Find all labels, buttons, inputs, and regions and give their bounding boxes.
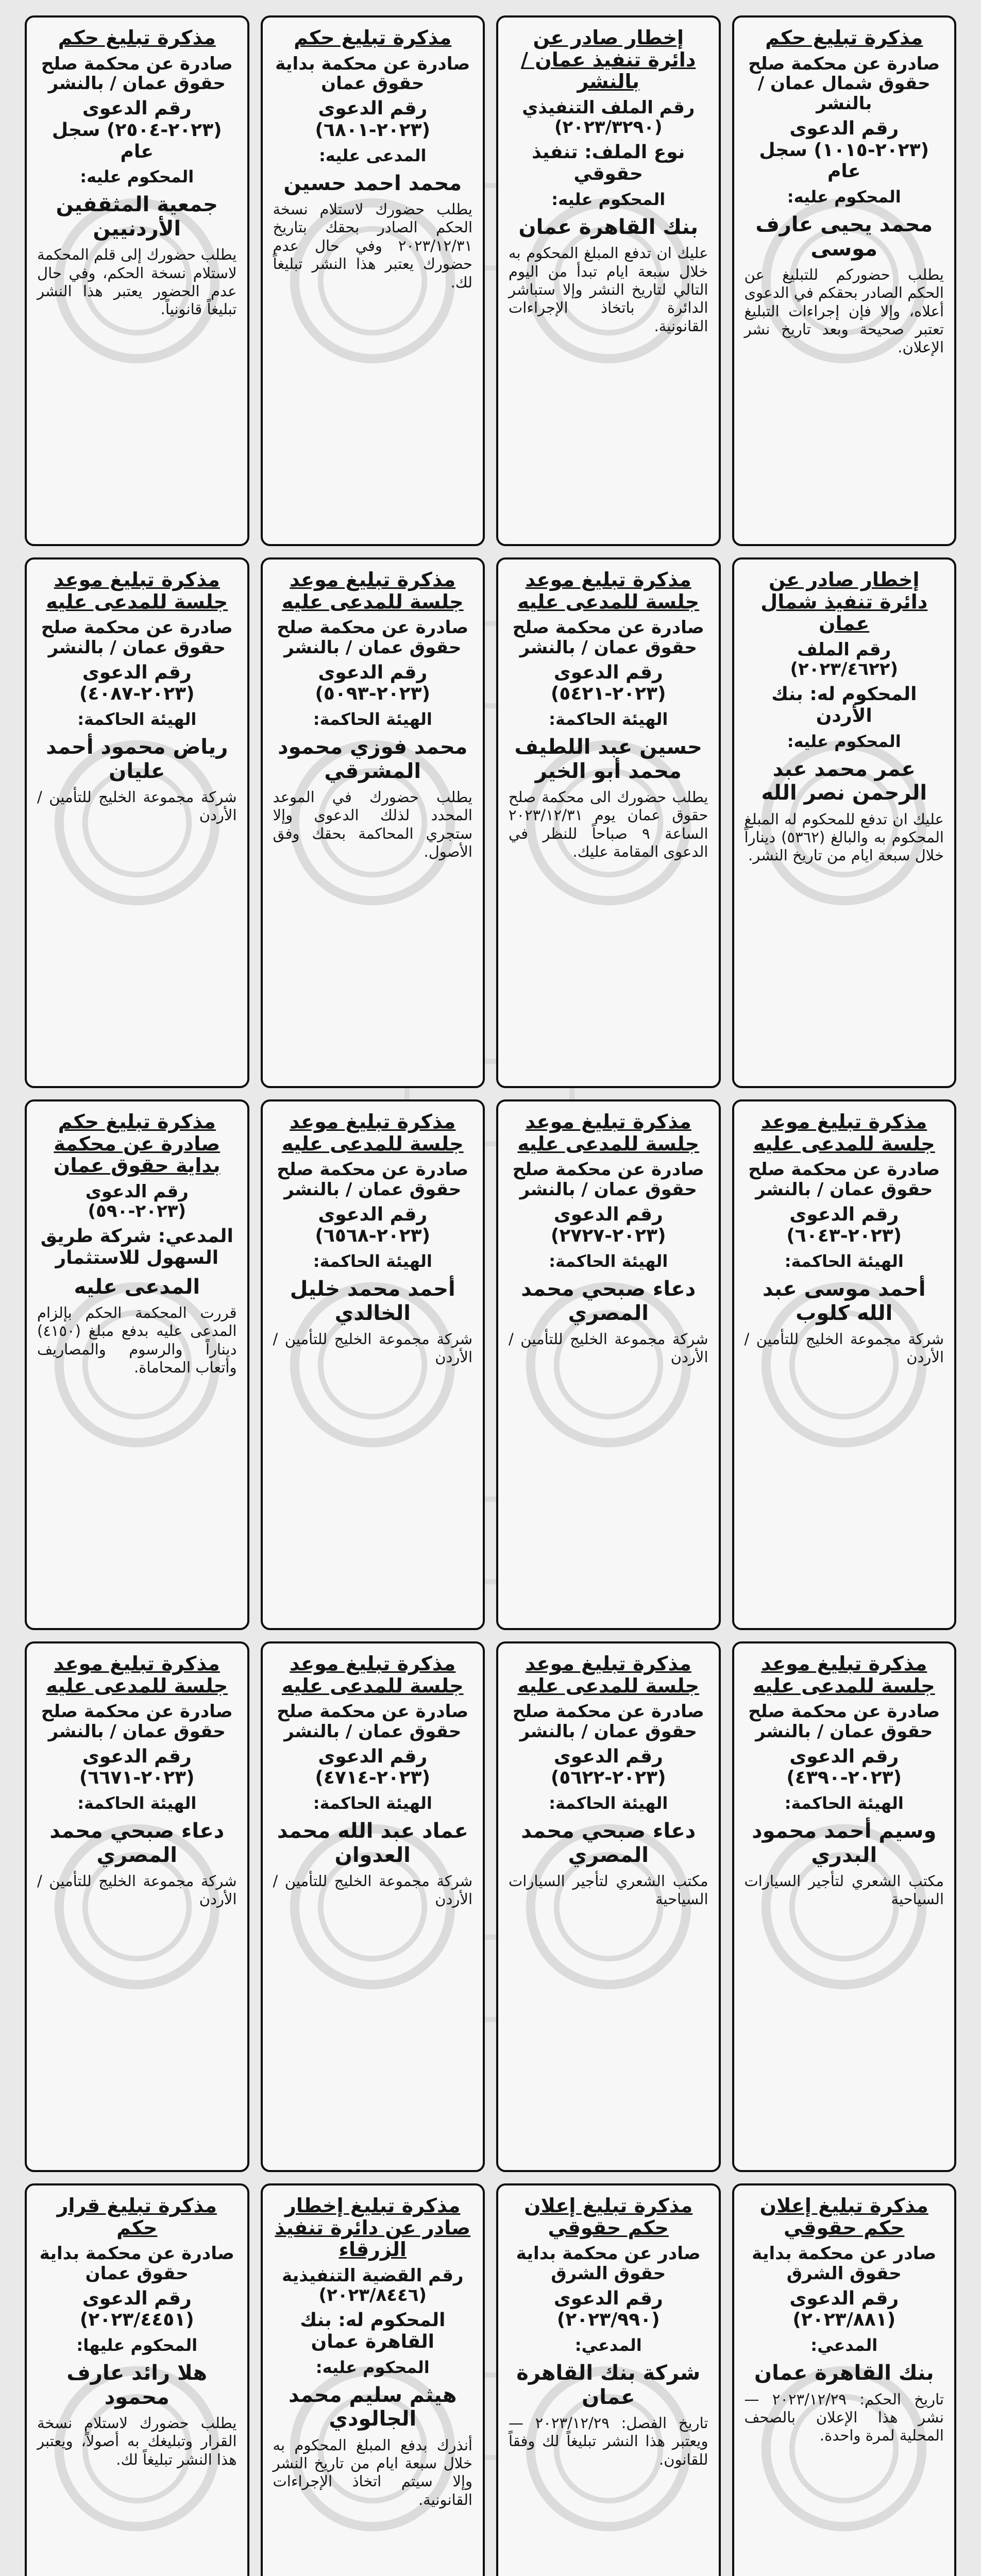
notice-label: الهيئة الحاكمة: — [549, 709, 668, 730]
notice-body: مكتب الشعري لتأجير السيارات السياحية — [744, 1872, 944, 1908]
notice-box — [25, 557, 249, 1088]
notice-party: جمعية المثقفين الأردنيين — [56, 193, 218, 241]
notice-case: رقم الدعوى (٢٠٢٣/٩٩٠) — [553, 2287, 663, 2331]
notice-case: رقم الدعوى (٢٠٢٣/٤٤٥١) — [79, 2287, 194, 2331]
notice-case: نوع الملف: تنفيذ حقوقي — [532, 142, 685, 184]
notice-party: رياض محمود أحمد عليان — [46, 735, 228, 783]
notice-box — [732, 557, 957, 1088]
notice-title: مذكرة تبليغ حكم صادرة عن محكمة بداية حقوق عمان — [53, 1110, 221, 1177]
notice-box — [732, 1099, 957, 1630]
notice-box — [25, 2183, 249, 2576]
notice-body: شركة مجموعة الخليج للتأمين / الأردن — [273, 1330, 472, 1366]
notice-body: أنذرك بدفع المبلغ المحكوم به خلال سبعة ايام من تاريخ النشر وإلا سيتم اتخاذ الإجراءات القانونية. — [273, 2436, 472, 2509]
notice-case: رقم الدعوى (٢٠٢٣-٥٠٩٣) — [315, 662, 431, 705]
notice-case: رقم الدعوى (٢٠٢٣-٤٠٨٧) — [79, 662, 195, 705]
notice-body: شركة مجموعة الخليج للتأمين / الأردن — [273, 1872, 472, 1908]
notice-label: الهيئة الحاكمة: — [784, 1793, 904, 1814]
notice-title: مذكرة تبليغ موعد جلسة للمدعى عليه — [517, 1652, 700, 1697]
notice-body: شركة مجموعة الخليج للتأمين / الأردن — [37, 788, 237, 824]
notice-label: المدعي: — [574, 2335, 642, 2355]
notice-party: دعاء صبحي محمد المصري — [49, 1819, 225, 1867]
notice-party: بنك القاهرة عمان — [754, 2361, 934, 2385]
notice-title: مذكرة تبليغ موعد جلسة للمدعى عليه — [281, 568, 464, 613]
notice-party: هيثم سليم محمد الجالودي — [289, 2383, 457, 2431]
notice-meta: صادرة عن محكمة صلح حقوق عمان / بالنشر — [748, 1701, 940, 1742]
notice-label: المحكوم عليه: — [551, 189, 666, 209]
notice-body: مكتب الشعري لتأجير السيارات السياحية — [509, 1872, 708, 1908]
notice-label: المحكوم عليه: — [787, 731, 901, 751]
notice-label: المحكوم عليه: — [315, 2357, 430, 2377]
notice-meta: صادرة عن محكمة صلح حقوق عمان / بالنشر — [277, 1159, 469, 1200]
notice-label: المحكوم عليه: — [80, 167, 194, 187]
notice-label: الهيئة الحاكمة: — [313, 709, 432, 730]
notice-party: محمد احمد حسين — [283, 171, 462, 195]
notice-label: الهيئة الحاكمة: — [77, 1793, 197, 1814]
notice-party: وسيم أحمد محمود البدري — [752, 1819, 937, 1867]
notice-case: رقم الدعوى (٢٠٢٣-٦٥٦٨) — [315, 1204, 431, 1247]
notice-meta: صادر عن محكمة بداية حقوق الشرق — [752, 2243, 937, 2284]
notice-meta: رقم القضية التنفيذية (٢٠٢٣/٨٤٤٦) — [281, 2265, 464, 2306]
notice-case: رقم الدعوى (٢٠٢٣-٤٣٩٠) — [786, 1745, 902, 1789]
notice-body: يطلب حضورك الى محكمة صلح حقوق عمان يوم ٢٠٢٣/١٢/٣١ الساعة ٩ صباحاً للنظر في الدعوى المقامة عليك. — [509, 788, 708, 861]
notice-party: دعاء صبحي محمد المصري — [521, 1277, 696, 1325]
notice-party: أحمد محمد خليل الخالدي — [290, 1277, 455, 1325]
notice-body: يطلب حضورك في الموعد المحدد لذلك الدعوى وإلا ستجري المحاكمة بحقك وفق الأصول. — [273, 788, 472, 861]
notice-label: الهيئة الحاكمة: — [549, 1251, 668, 1272]
notice-case: المحكوم له: بنك القاهرة عمان — [300, 2310, 446, 2352]
notice-title: مذكرة تبليغ موعد جلسة للمدعى عليه — [517, 1110, 700, 1155]
notice-title: مذكرة تبليغ موعد جلسة للمدعى عليه — [753, 1110, 935, 1155]
notice-party: حسين عبد اللطيف محمد أبو الخير — [514, 735, 702, 783]
notice-meta: صادرة عن محكمة صلح حقوق عمان / بالنشر — [512, 1701, 704, 1742]
notice-title: مذكرة تبليغ موعد جلسة للمدعى عليه — [46, 1652, 228, 1697]
notice-meta: صادرة عن محكمة بداية حقوق عمان — [39, 2243, 234, 2284]
notice-box — [496, 1641, 721, 2172]
notice-case: رقم الدعوى (٢٠٢٣-٢٧٢٧) — [550, 1204, 666, 1247]
notice-meta: صادرة عن محكمة صلح حقوق عمان / بالنشر — [277, 1701, 469, 1742]
notice-title: مذكرة تبليغ موعد جلسة للمدعى عليه — [517, 568, 700, 613]
notice-party: عمر محمد عبد الرحمن نصر الله — [761, 757, 927, 805]
notice-title: مذكرة تبليغ قرار حكم — [57, 2194, 217, 2239]
notice-body: شركة مجموعة الخليج للتأمين / الأردن — [509, 1330, 708, 1366]
notice-body: عليك ان تدفع للمحكوم له المبلغ المحكوم به والبالغ (٥٣٦٢) ديناراً خلال سبعة ايام من تاريخ النشر. — [744, 810, 944, 865]
notice-party: هلا رائد عارف محمود — [66, 2361, 208, 2409]
notice-title: إخطار صادر عن دائرة تنفيذ شمال عمان — [760, 568, 928, 635]
notice-body: شركة مجموعة الخليج للتأمين / الأردن — [37, 1872, 237, 1908]
notice-box — [261, 1099, 485, 1630]
notice-label: الهيئة الحاكمة: — [313, 1251, 432, 1272]
notice-meta: صادرة عن محكمة صلح حقوق عمان / بالنشر — [277, 617, 469, 658]
notice-body: يطلب حضورك إلى قلم المحكمة لاستلام نسخة الحكم، وفي حال عدم الحضور يعتبر هذا النشر تبليغاً قانونياً. — [37, 246, 237, 318]
notice-case: رقم الدعوى (٢٠٢٣-٥٤٢١) — [550, 662, 666, 705]
notice-case: رقم الدعوى (٢٠٢٣-٥٦٢٢) — [550, 1745, 666, 1789]
notice-meta: صادرة عن محكمة بداية حقوق عمان — [275, 53, 470, 94]
notice-body: يطلب حضورك لاستلام نسخة القرار وتبليغك به أصولاً، ويعتبر هذا النشر تبليغاً لك. — [37, 2414, 237, 2468]
notice-box — [261, 557, 485, 1088]
notice-body: يطلب حضورك لاستلام نسخة الحكم الصادر بحقك بتاريخ ٢٠٢٣/١٢/٣١ وفي حال عدم حضورك يعتبر هذا النشر تبليغاً لك. — [273, 200, 472, 291]
notice-meta: رقم الملف التنفيذي (٢٠٢٣/٣٢٩٠) — [522, 97, 695, 138]
notice-box — [496, 2183, 721, 2576]
notice-party: أحمد موسى عبد الله كلوب — [762, 1277, 926, 1325]
notice-case: رقم الدعوى (٢٠٢٣-٦٠٤٣) — [786, 1204, 902, 1247]
notice-title: مذكرة تبليغ حكم — [765, 26, 923, 49]
notice-box — [732, 1641, 957, 2172]
notice-label: المدعي: — [810, 2335, 878, 2355]
notice-title: مذكرة تبليغ إعلان حكم حقوقي — [759, 2194, 928, 2239]
notice-case: رقم الدعوى (٢٠٢٣-١٠١٥) سجل عام — [759, 117, 929, 182]
notice-box — [25, 1641, 249, 2172]
notice-box — [496, 1099, 721, 1630]
notice-title: مذكرة تبليغ حكم — [294, 26, 452, 49]
notice-body: تاريخ الحكم: ٢٠٢٣/١٢/٢٩ — نشر هذا الإعلان بالصحف المحلية لمرة واحدة. — [744, 2390, 944, 2445]
notice-box — [261, 2183, 485, 2576]
notice-meta: رقم الملف (٢٠٢٣/٤٦٢٢) — [790, 639, 899, 680]
notice-label: المحكوم عليها: — [76, 2335, 198, 2355]
notice-title: مذكرة تبليغ موعد جلسة للمدعى عليه — [46, 568, 228, 613]
notice-label: الهيئة الحاكمة: — [77, 709, 197, 730]
notice-case: رقم الدعوى (٢٠٢٣-٦٨٠١) — [315, 98, 431, 141]
notice-title: مذكرة تبليغ موعد جلسة للمدعى عليه — [753, 1652, 935, 1697]
notice-case: رقم الدعوى (٢٠٢٣-٢٥٠٤) سجل عام — [52, 98, 222, 162]
notice-party: محمد فوزي محمود المشرقي — [278, 735, 468, 783]
notice-box — [496, 557, 721, 1088]
notice-party: شركة بنك القاهرة عمان — [516, 2361, 701, 2409]
notice-box — [261, 1641, 485, 2172]
notice-party: محمد يحيى عارف موسى — [755, 213, 933, 261]
notice-box — [25, 15, 249, 546]
notice-party: بنك القاهرة عمان — [518, 215, 698, 239]
notice-body: عليك ان تدفع المبلغ المحكوم به خلال سبعة ايام تبدأ من اليوم التالي لتاريخ النشر وإلا ستباشر الدائرة باتخاذ الإجراءات القانونية. — [509, 244, 708, 335]
notice-meta: صادر عن محكمة بداية حقوق الشرق — [516, 2243, 701, 2284]
notice-meta: صادرة عن محكمة صلح حقوق عمان / بالنشر — [41, 617, 233, 658]
notice-box — [732, 2183, 957, 2576]
notice-title: مذكرة تبليغ موعد جلسة للمدعى عليه — [281, 1110, 464, 1155]
notice-party: دعاء صبحي محمد المصري — [521, 1819, 696, 1867]
notice-case: المحكوم له: بنك الأردن — [771, 684, 917, 726]
notice-label: المحكوم عليه: — [787, 187, 901, 207]
notice-box — [261, 15, 485, 546]
notice-label: المدعى عليه: — [319, 145, 427, 165]
notice-body: شركة مجموعة الخليج للتأمين / الأردن — [744, 1330, 944, 1366]
notice-meta: صادرة عن محكمة صلح حقوق عمان / بالنشر — [748, 1159, 940, 1200]
notice-title: مذكرة تبليغ حكم — [58, 26, 216, 49]
notice-body: تاريخ الفصل: ٢٠٢٣/١٢/٢٩ — ويعتبر هذا النشر تبليغاً لك وفقاً للقانون. — [509, 2414, 708, 2468]
notice-meta: صادرة عن محكمة صلح حقوق عمان / بالنشر — [41, 1701, 233, 1742]
notice-title: إخطار صادر عن دائرة تنفيذ عمان / بالنشر — [521, 26, 696, 93]
notice-body: قررت المحكمة الحكم بإلزام المدعى عليه بدفع مبلغ (٤١٥٠) ديناراً والرسوم والمصاريف وأتعاب المحاماة. — [37, 1304, 237, 1377]
notice-case: المدعي: شركة طريق السهول للاستثمار — [40, 1226, 233, 1268]
notice-meta: صادرة عن محكمة صلح حقوق عمان / بالنشر — [41, 53, 233, 94]
notice-label: الهيئة الحاكمة: — [549, 1793, 668, 1814]
notice-box — [25, 1099, 249, 1630]
notice-box — [732, 15, 957, 546]
notice-title: مذكرة تبليغ إخطار صادر عن دائرة تنفيذ الزرقاء — [275, 2194, 471, 2261]
notice-case: رقم الدعوى (٢٠٢٣/٨٨١) — [789, 2287, 899, 2331]
notice-meta: رقم الدعوى (٢٠٢٣-٥٩٠) — [85, 1181, 189, 1222]
notice-meta: صادرة عن محكمة صلح حقوق عمان / بالنشر — [512, 617, 704, 658]
notice-label: الهيئة الحاكمة: — [784, 1251, 904, 1272]
notices-grid — [25, 15, 956, 2576]
notice-label: الهيئة الحاكمة: — [313, 1793, 432, 1814]
notice-title: مذكرة تبليغ إعلان حكم حقوقي — [524, 2194, 693, 2239]
notice-party: عماد عبد الله محمد العدوان — [277, 1819, 468, 1867]
notice-case: رقم الدعوى (٢٠٢٣-٦٦٧١) — [79, 1745, 195, 1789]
notice-box — [496, 15, 721, 546]
notice-party: المدعى عليه — [74, 1275, 200, 1299]
notice-case: رقم الدعوى (٢٠٢٣-٤٧١٤) — [315, 1745, 431, 1789]
notice-meta: صادرة عن محكمة صلح حقوق عمان / بالنشر — [512, 1159, 704, 1200]
notice-body: يطلب حضوركم للتبليغ عن الحكم الصادر بحقكم في الدعوى أعلاه، وإلا فإن إجراءات التبليغ تعتبر صحيحة وبعد تاريخ نشر الإعلان. — [744, 265, 944, 357]
notice-title: مذكرة تبليغ موعد جلسة للمدعى عليه — [281, 1652, 464, 1697]
notice-meta: صادرة عن محكمة صلح حقوق شمال عمان / بالنشر — [748, 53, 940, 114]
